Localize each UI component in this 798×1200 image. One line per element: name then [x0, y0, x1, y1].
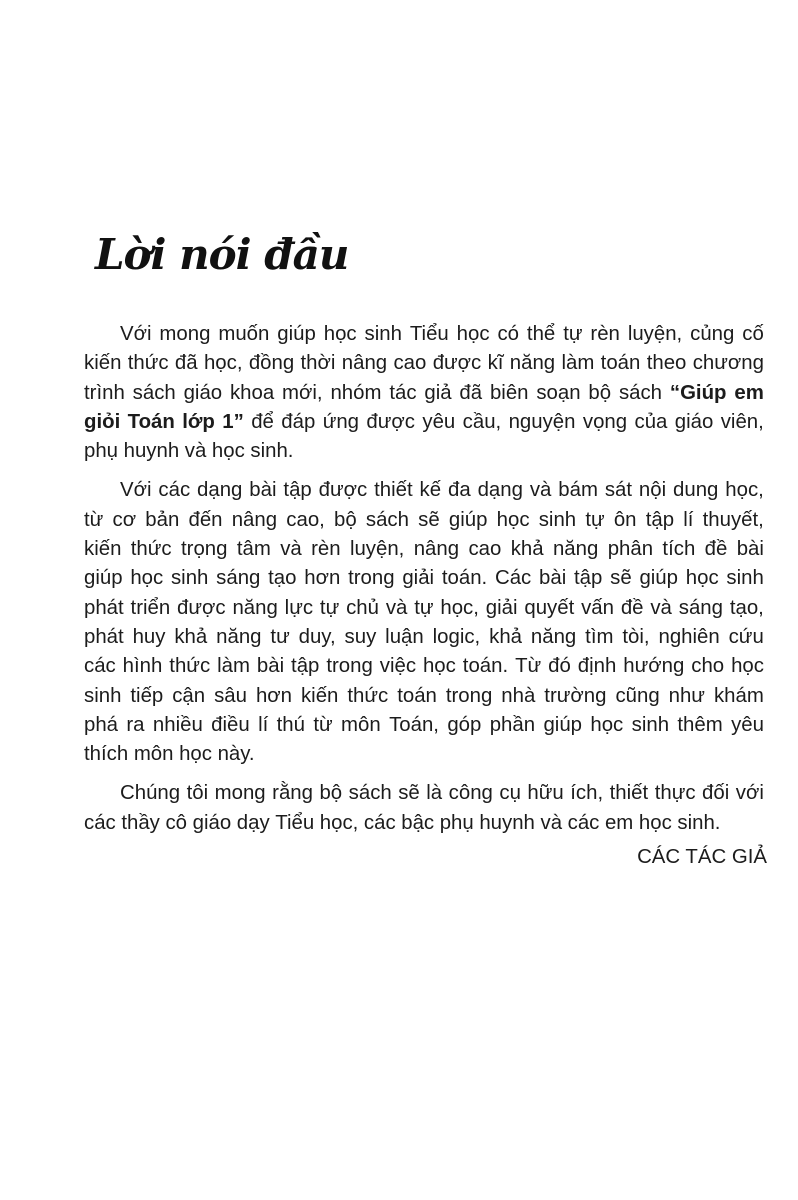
paragraph-3	[84, 779, 764, 838]
word: sáng	[678, 596, 723, 619]
word: soạn	[536, 381, 581, 404]
word: thức	[130, 538, 172, 561]
word: sách	[365, 508, 409, 531]
word: nhà	[501, 684, 536, 707]
word: cầu,	[462, 410, 502, 433]
word: làm	[561, 352, 595, 375]
word: được	[366, 410, 415, 433]
word: được	[177, 596, 226, 619]
word: tập	[574, 567, 603, 590]
word: thức	[127, 352, 169, 375]
word: hướng	[623, 655, 685, 678]
word: giáo	[674, 410, 714, 433]
word: sát	[604, 479, 633, 502]
word: tự	[319, 596, 340, 619]
word: môn	[133, 743, 174, 766]
word: giải	[485, 596, 518, 619]
word: sinh	[631, 713, 670, 736]
word: bài	[256, 655, 285, 678]
word: học,	[725, 479, 764, 502]
word: tiếp	[130, 684, 164, 707]
word: thầy	[121, 811, 160, 834]
word: thời	[300, 352, 336, 375]
word: bộ	[588, 381, 612, 404]
word: tập	[283, 479, 312, 502]
word: duy,	[298, 625, 336, 648]
word: tự	[585, 508, 605, 531]
text-line	[84, 349, 764, 378]
word: luyện,	[627, 323, 683, 345]
word: rèn	[590, 323, 620, 345]
word: dạng	[477, 479, 523, 502]
page-title: Lời nói đầu	[95, 230, 349, 280]
word: lớp	[182, 410, 215, 433]
word: thức	[169, 655, 211, 678]
word: hình	[122, 655, 163, 678]
word: rèn	[311, 538, 341, 561]
word: nghiên	[658, 625, 720, 648]
word: triển	[130, 596, 171, 619]
word: việc	[379, 655, 417, 678]
word: giáo	[183, 381, 223, 404]
word: điều	[211, 713, 250, 736]
word: hơn	[304, 567, 341, 590]
word: giúp	[448, 508, 488, 531]
word: kiến	[84, 538, 122, 561]
word: học,	[203, 352, 243, 375]
word: thực	[654, 782, 696, 805]
word: huy	[132, 625, 166, 648]
word: năng	[232, 596, 278, 619]
word: logic,	[432, 625, 481, 648]
word: học	[731, 655, 764, 678]
word: huynh	[479, 811, 535, 834]
word: Tiểu	[409, 323, 449, 345]
word: sinh.	[677, 811, 721, 834]
word: cố	[742, 323, 764, 345]
word: năng	[509, 352, 556, 375]
text-line	[84, 682, 764, 711]
word: cao	[393, 352, 427, 375]
word: dạy	[236, 811, 270, 834]
word: toán	[600, 352, 641, 375]
word: viên,	[720, 410, 764, 433]
word: là	[426, 782, 443, 805]
word: đối	[702, 782, 730, 805]
word: sẽ	[610, 567, 632, 590]
word: toán.	[441, 567, 488, 590]
word: thức	[347, 684, 389, 707]
word: chủ	[346, 596, 379, 619]
word: bộ	[319, 782, 343, 805]
word: Toán	[127, 410, 175, 433]
word: các	[567, 811, 600, 834]
word: giúp	[277, 323, 316, 345]
word: tự	[563, 323, 583, 345]
word: để	[251, 410, 274, 433]
word: giúp	[84, 567, 123, 590]
word: thêm	[677, 713, 723, 736]
word: cận	[172, 684, 206, 707]
word: dạng	[197, 479, 243, 502]
word: Chúng	[120, 782, 181, 805]
word: kế	[419, 479, 442, 502]
word: “Giúp	[669, 381, 727, 404]
word: suy	[344, 625, 377, 648]
word: trình	[84, 381, 125, 404]
word: học	[638, 811, 672, 834]
word: nâng	[341, 352, 388, 375]
word: các	[158, 479, 191, 502]
word: học	[496, 508, 530, 531]
word: tòi,	[622, 625, 650, 648]
word: học	[323, 323, 357, 345]
word: chương	[692, 352, 764, 375]
word: được	[318, 479, 368, 502]
word: tập	[291, 655, 320, 678]
word: bám	[558, 479, 598, 502]
word: mong	[159, 323, 211, 345]
word: làm	[217, 655, 250, 678]
word: phụ	[439, 811, 474, 834]
word: học,	[319, 811, 359, 834]
paragraph-2	[84, 476, 764, 769]
word: sinh	[538, 508, 577, 531]
word: biên	[489, 381, 529, 404]
word: nâng	[413, 538, 460, 561]
word: sinh	[84, 684, 122, 707]
word: khoa	[229, 381, 275, 404]
word: với	[735, 782, 764, 805]
word: của	[634, 410, 668, 433]
word: lực	[284, 596, 314, 619]
word: tâm	[236, 538, 271, 561]
word: đề	[704, 538, 728, 561]
word: đề	[620, 596, 644, 619]
word: tích	[662, 538, 696, 561]
word: cao,	[286, 508, 325, 531]
word: và	[650, 596, 672, 619]
word: nhóm	[330, 381, 382, 404]
word: luận	[385, 625, 424, 648]
word: ôn	[613, 508, 637, 531]
word: Với	[120, 323, 152, 345]
word: kĩ	[487, 352, 504, 375]
word: như	[668, 684, 705, 707]
word: giúp	[639, 567, 678, 590]
word: học	[590, 713, 624, 736]
text-line	[84, 809, 764, 838]
word: thích	[84, 743, 129, 766]
word: thể	[526, 323, 556, 345]
word: tôi	[186, 782, 209, 805]
word: huynh	[123, 440, 180, 463]
word: sinh	[726, 567, 764, 590]
word: sẽ	[418, 508, 440, 531]
word: rằng	[272, 782, 313, 805]
word: đã	[174, 352, 198, 375]
word: học,	[440, 596, 479, 619]
word: và	[184, 440, 207, 463]
word: em	[734, 381, 764, 404]
word: sinh	[364, 323, 402, 345]
word: Với	[120, 479, 152, 502]
word: cô	[165, 811, 188, 834]
word: thiết	[374, 479, 413, 502]
word: học	[211, 440, 245, 463]
word: giúp	[543, 713, 583, 736]
word: đó	[548, 655, 571, 678]
word: và	[385, 596, 408, 619]
word: học	[422, 655, 456, 678]
word: mong	[214, 782, 266, 805]
word: thiết	[609, 782, 649, 805]
word: ứng	[322, 410, 360, 433]
text-line	[84, 779, 764, 808]
word: từ	[84, 508, 104, 531]
word: và	[540, 811, 563, 834]
word: bài	[539, 567, 567, 590]
text-line	[84, 379, 764, 408]
word: đáp	[281, 410, 316, 433]
word: nội	[638, 479, 667, 502]
word: khám	[713, 684, 764, 707]
word: lí	[258, 713, 269, 736]
word: đã	[459, 381, 483, 404]
word: Các	[494, 567, 532, 590]
word: phát	[84, 596, 124, 619]
word: tạo,	[729, 596, 764, 619]
text-line	[84, 623, 764, 652]
word: học	[130, 567, 164, 590]
word: vấn	[581, 596, 614, 619]
word: học	[179, 743, 212, 766]
word: toán	[397, 684, 437, 707]
word: phân	[607, 538, 654, 561]
word: cứu	[728, 625, 764, 648]
word: tác	[389, 381, 417, 404]
word: em	[604, 811, 634, 834]
word: kiến	[84, 352, 122, 375]
word: theo	[646, 352, 687, 375]
word: sách	[348, 782, 392, 805]
word: ra	[126, 713, 145, 736]
word: năng	[552, 538, 599, 561]
word: khả	[489, 625, 523, 648]
word: giải	[402, 567, 435, 590]
word: sinh	[170, 567, 209, 590]
word: này.	[217, 743, 255, 766]
text-line	[84, 740, 764, 769]
word: môn	[341, 713, 381, 736]
word: muốn	[218, 323, 270, 345]
word: các	[363, 811, 396, 834]
word: tự	[414, 596, 434, 619]
word: học	[456, 323, 490, 345]
word: 1”	[222, 410, 244, 433]
word: sâu	[214, 684, 247, 707]
text-line	[84, 320, 764, 349]
word: trọng	[180, 538, 228, 561]
word: nhiều	[152, 713, 203, 736]
word: luyện,	[349, 538, 405, 561]
text-line	[84, 476, 764, 505]
word: Toán,	[389, 713, 439, 736]
word: hữu	[527, 782, 564, 805]
word: đồng	[248, 352, 295, 375]
word: sẽ	[398, 782, 420, 805]
word: bài	[249, 479, 277, 502]
word: trong	[326, 655, 373, 678]
word: sinh.	[250, 440, 294, 463]
word: và	[529, 479, 552, 502]
word: phát	[84, 625, 124, 648]
word: yêu	[731, 713, 764, 736]
word: bậc	[401, 811, 435, 834]
word: công	[448, 782, 493, 805]
word: học	[685, 567, 719, 590]
word: vọng	[582, 410, 628, 433]
word: toán.	[462, 655, 509, 678]
word: sáng	[216, 567, 261, 590]
word: tư	[270, 625, 290, 648]
word: mới,	[282, 381, 323, 404]
text-line	[84, 506, 764, 535]
word: tìm	[585, 625, 614, 648]
word: sách	[618, 381, 663, 404]
word: cũng	[615, 684, 660, 707]
word: phần	[489, 713, 536, 736]
word: Từ	[515, 655, 542, 678]
word: sách	[132, 381, 176, 404]
word: kiến	[300, 684, 339, 707]
word: các	[84, 655, 116, 678]
word: các	[84, 811, 116, 834]
word: cơ	[112, 508, 137, 531]
word: giỏi	[84, 410, 121, 433]
word: trong	[348, 567, 395, 590]
word: định	[577, 655, 617, 678]
paragraph-1	[84, 320, 764, 466]
text-line	[84, 408, 764, 437]
word: từ	[313, 713, 333, 736]
word: củng	[690, 323, 735, 345]
text-line	[84, 437, 764, 466]
word: khả	[174, 625, 208, 648]
word: lí	[683, 508, 694, 531]
word: thuyết,	[702, 508, 764, 531]
word: hơn	[255, 684, 293, 707]
word: tạo	[268, 567, 297, 590]
word: tập	[645, 508, 675, 531]
word: giáo	[192, 811, 232, 834]
word: Tiểu	[275, 811, 315, 834]
author-signature: CÁC TÁC GIẢ	[637, 846, 767, 868]
word: bản	[145, 508, 180, 531]
word: trường	[544, 684, 607, 707]
word: cụ	[499, 782, 521, 805]
word: được	[432, 352, 482, 375]
preface-body	[84, 320, 764, 848]
word: khả	[510, 538, 544, 561]
text-line	[84, 652, 764, 681]
word: đa	[447, 479, 471, 502]
word: trong	[445, 684, 493, 707]
text-line	[84, 711, 764, 740]
word: yêu	[422, 410, 456, 433]
word: năng	[530, 625, 577, 648]
word: năng	[216, 625, 262, 648]
word: cho	[691, 655, 725, 678]
word: bài	[736, 538, 764, 561]
text-line	[84, 535, 764, 564]
word: và	[280, 538, 302, 561]
word: phá	[84, 713, 119, 736]
text-line	[84, 594, 764, 623]
word: có	[497, 323, 520, 345]
word: nguyện	[508, 410, 576, 433]
word: phụ	[84, 440, 119, 463]
word: thú	[276, 713, 305, 736]
word: bộ	[334, 508, 357, 531]
word: nâng	[231, 508, 278, 531]
word: quyết	[524, 596, 575, 619]
word: đến	[188, 508, 223, 531]
text-line	[84, 564, 764, 593]
word: ích,	[570, 782, 604, 805]
word: cao	[468, 538, 502, 561]
word: góp	[447, 713, 482, 736]
word: giả	[424, 381, 452, 404]
word: dung	[673, 479, 719, 502]
